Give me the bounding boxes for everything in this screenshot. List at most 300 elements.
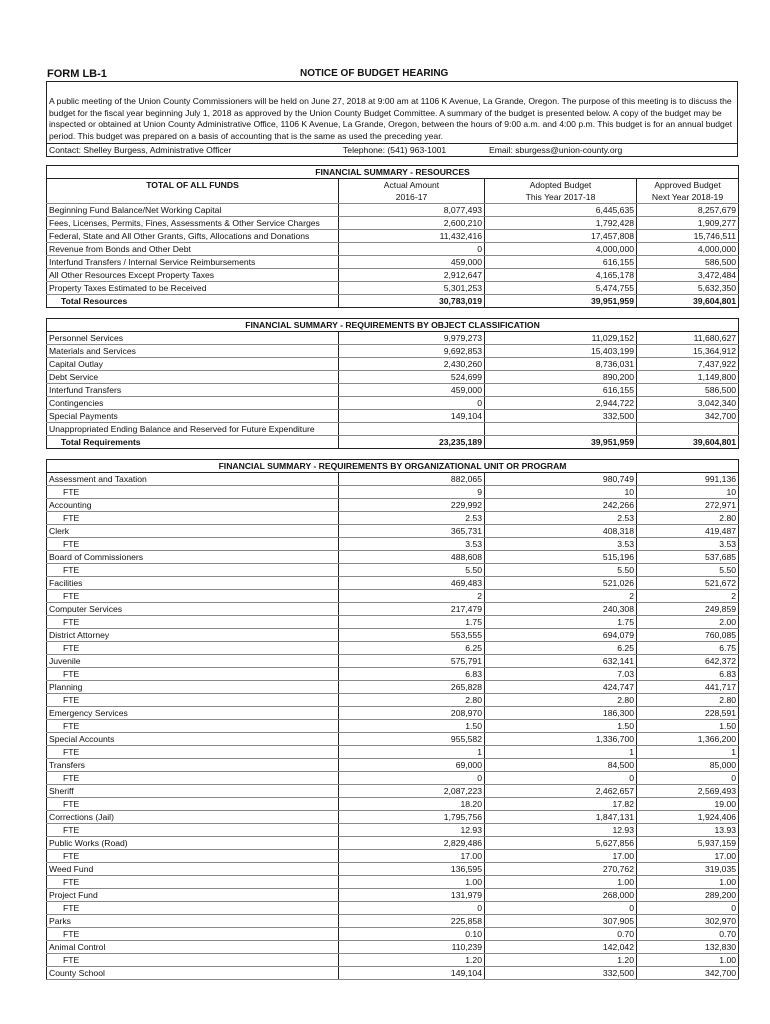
row-value: 208,970 (339, 707, 485, 720)
row-value: 524,699 (339, 371, 485, 384)
table-row (47, 928, 739, 941)
row-value: 1.00 (637, 876, 739, 889)
row-value: 2,944,722 (485, 397, 637, 410)
row-label: Interfund Transfers / Internal Service Reimbursements (47, 256, 339, 269)
row-label: Personnel Services (47, 332, 339, 345)
fte-label: FTE (47, 668, 339, 681)
row-value: 0.70 (485, 928, 637, 941)
fte-label: FTE (47, 538, 339, 551)
row-value: 2,087,223 (339, 785, 485, 798)
row-value: 0 (339, 772, 485, 785)
table-row (47, 915, 739, 928)
resources-col2-year: This Year 2017-18 (485, 191, 637, 204)
form-title: NOTICE OF BUDGET HEARING (300, 68, 449, 79)
total-value: 30,783,019 (339, 295, 485, 308)
fte-label: FTE (47, 720, 339, 733)
table-row (47, 954, 739, 967)
table-row (47, 345, 739, 358)
table-row (47, 655, 739, 668)
row-value: 289,200 (637, 889, 739, 902)
fte-label: FTE (47, 772, 339, 785)
row-value: 521,026 (485, 577, 637, 590)
row-value: 1.75 (485, 616, 637, 629)
row-label: Materials and Services (47, 345, 339, 358)
row-value: 17.00 (485, 850, 637, 863)
form-header (46, 68, 738, 82)
table-row (47, 230, 739, 243)
table-row (47, 551, 739, 564)
row-value: 3.53 (485, 538, 637, 551)
row-value: 1.50 (637, 720, 739, 733)
notice-paragraph: A public meeting of the Union County Commissioners will be held on June 27, 2018 at 9:00 am at 1106 K Avenue, La Grande, Oregon. The purpose of this meeting is to discuss the budget for the fiscal year beginning July 1, 2018 as approved by the Union County Budget Committee. A summary of the budget is presented below. A copy of the budget may be inspected or obtained at Union County Administrative Office, 1106 K Avenue, La Grande, Oregon, between the hours of 9:00 a.m. and 4:00 p.m. This budget is for an annual budget period. This budget was prepared on a basis of accounting that is the same as used the preceding year. (49, 96, 733, 141)
row-label: Debt Service (47, 371, 339, 384)
row-value: 11,680,627 (637, 332, 739, 345)
row-value: 3.53 (637, 538, 739, 551)
row-value: 4,000,000 (637, 243, 739, 256)
row-value: 575,791 (339, 655, 485, 668)
row-value: 228,591 (637, 707, 739, 720)
row-value: 515,196 (485, 551, 637, 564)
total-label: Total Resources (47, 295, 339, 308)
row-label: Sheriff (47, 785, 339, 798)
row-value: 6.25 (339, 642, 485, 655)
row-value: 1,847,131 (485, 811, 637, 824)
table-row (47, 243, 739, 256)
row-value: 11,432,416 (339, 230, 485, 243)
row-value: 17,457,808 (485, 230, 637, 243)
row-value: 110,239 (339, 941, 485, 954)
row-value: 240,308 (485, 603, 637, 616)
row-value: 408,318 (485, 525, 637, 538)
row-value: 3,472,484 (637, 269, 739, 282)
row-value: 459,000 (339, 384, 485, 397)
row-value: 69,000 (339, 759, 485, 772)
row-label: Transfers (47, 759, 339, 772)
row-value: 1.00 (339, 876, 485, 889)
table-row (47, 863, 739, 876)
row-value: 272,971 (637, 499, 739, 512)
row-value: 7.03 (485, 668, 637, 681)
row-value (485, 423, 637, 436)
row-value: 521,672 (637, 577, 739, 590)
row-label: Juvenile (47, 655, 339, 668)
row-value: 342,700 (637, 410, 739, 423)
table-row (47, 358, 739, 371)
row-value: 17.00 (637, 850, 739, 863)
row-value: 0 (339, 243, 485, 256)
table-row (47, 423, 739, 436)
table-row (47, 486, 739, 499)
row-value: 6.83 (637, 668, 739, 681)
row-value: 882,065 (339, 473, 485, 486)
resources-col1-year: 2016-17 (339, 191, 485, 204)
row-value: 19.00 (637, 798, 739, 811)
row-value: 265,828 (339, 681, 485, 694)
total-value: 39,951,959 (485, 436, 637, 449)
row-label: Special Accounts (47, 733, 339, 746)
fte-label: FTE (47, 850, 339, 863)
row-value: 616,155 (485, 256, 637, 269)
requirements-total-row (47, 436, 739, 449)
row-value: 1 (485, 746, 637, 759)
row-value: 955,582 (339, 733, 485, 746)
table-row (47, 577, 739, 590)
row-value: 1,149,800 (637, 371, 739, 384)
row-label: Property Taxes Estimated to be Received (47, 282, 339, 295)
row-value: 131,979 (339, 889, 485, 902)
row-value: 1.75 (339, 616, 485, 629)
row-value: 616,155 (485, 384, 637, 397)
row-value: 6,445,635 (485, 204, 637, 217)
row-value: 15,403,199 (485, 345, 637, 358)
row-value: 0 (485, 902, 637, 915)
row-value: 419,487 (637, 525, 739, 538)
row-value: 6.75 (637, 642, 739, 655)
row-value: 4,000,000 (485, 243, 637, 256)
row-value: 1.20 (485, 954, 637, 967)
fte-label: FTE (47, 928, 339, 941)
row-value: 132,830 (637, 941, 739, 954)
total-value: 39,951,959 (485, 295, 637, 308)
row-label: Revenue from Bonds and Other Debt (47, 243, 339, 256)
budget-form (46, 68, 738, 980)
table-row (47, 499, 739, 512)
fte-label: FTE (47, 876, 339, 889)
fte-label: FTE (47, 954, 339, 967)
row-label: District Attorney (47, 629, 339, 642)
table-row (47, 256, 739, 269)
row-value: 84,500 (485, 759, 637, 772)
table-row (47, 217, 739, 230)
row-value: 142,042 (485, 941, 637, 954)
row-value: 0 (637, 772, 739, 785)
row-label: Facilities (47, 577, 339, 590)
row-label: Computer Services (47, 603, 339, 616)
row-value: 0 (485, 772, 637, 785)
row-value: 1,909,277 (637, 217, 739, 230)
row-value: 5,301,253 (339, 282, 485, 295)
row-value: 2 (485, 590, 637, 603)
row-value: 5,627,856 (485, 837, 637, 850)
table-row (47, 590, 739, 603)
row-label: Clerk (47, 525, 339, 538)
row-value: 553,555 (339, 629, 485, 642)
notice-box (46, 82, 738, 157)
table-row (47, 720, 739, 733)
row-value: 441,717 (637, 681, 739, 694)
table-row (47, 204, 739, 217)
org-unit-title: FINANCIAL SUMMARY - REQUIREMENTS BY ORGANIZATIONAL UNIT OR PROGRAM (47, 460, 739, 473)
row-value: 424,747 (485, 681, 637, 694)
row-label: Animal Control (47, 941, 339, 954)
total-value: 39,604,801 (637, 295, 739, 308)
row-value: 760,085 (637, 629, 739, 642)
row-value: 149,104 (339, 410, 485, 423)
fte-label: FTE (47, 902, 339, 915)
table-row (47, 668, 739, 681)
row-value: 5,937,159 (637, 837, 739, 850)
row-value (637, 423, 739, 436)
row-value: 307,905 (485, 915, 637, 928)
table-row (47, 564, 739, 577)
row-value: 1,792,428 (485, 217, 637, 230)
row-label: Fees, Licenses, Permits, Fines, Assessments & Other Service Charges (47, 217, 339, 230)
row-value: 1.20 (339, 954, 485, 967)
table-row (47, 733, 739, 746)
row-value: 2.80 (637, 694, 739, 707)
fte-label: FTE (47, 746, 339, 759)
resources-col3-year: Next Year 2018-19 (637, 191, 739, 204)
row-value: 13.93 (637, 824, 739, 837)
total-label: Total Requirements (47, 436, 339, 449)
resources-col3-header: Approved Budget (654, 180, 721, 191)
row-label: Accounting (47, 499, 339, 512)
row-value: 642,372 (637, 655, 739, 668)
row-value: 2.00 (637, 616, 739, 629)
row-value: 5,474,755 (485, 282, 637, 295)
row-value: 586,500 (637, 256, 739, 269)
table-row (47, 889, 739, 902)
row-value: 0.70 (637, 928, 739, 941)
row-value: 217,479 (339, 603, 485, 616)
row-label: Emergency Services (47, 707, 339, 720)
row-value: 2,912,647 (339, 269, 485, 282)
row-label: Parks (47, 915, 339, 928)
row-value: 1 (339, 746, 485, 759)
resources-total-row (47, 295, 739, 308)
row-value: 1,924,406 (637, 811, 739, 824)
row-label: Weed Fund (47, 863, 339, 876)
table-row (47, 538, 739, 551)
row-value: 1,336,700 (485, 733, 637, 746)
org-unit-table (46, 459, 739, 980)
fte-label: FTE (47, 642, 339, 655)
table-row (47, 629, 739, 642)
row-label: Contingencies (47, 397, 339, 410)
row-label: Beginning Fund Balance/Net Working Capital (47, 204, 339, 217)
fte-label: FTE (47, 512, 339, 525)
resources-col2-header: Adopted Budget (485, 179, 637, 192)
row-value: 586,500 (637, 384, 739, 397)
row-value: 7,437,922 (637, 358, 739, 371)
total-value: 23,235,189 (339, 436, 485, 449)
table-row (47, 525, 739, 538)
total-value: 39,604,801 (637, 436, 739, 449)
row-value: 9,692,853 (339, 345, 485, 358)
fte-label: FTE (47, 564, 339, 577)
table-row (47, 616, 739, 629)
row-value: 18.20 (339, 798, 485, 811)
form-id: FORM LB-1 (47, 68, 107, 80)
row-value: 3.53 (339, 538, 485, 551)
row-value: 5,632,350 (637, 282, 739, 295)
table-row (47, 876, 739, 889)
row-label: All Other Resources Except Property Taxes (47, 269, 339, 282)
row-value: 0.10 (339, 928, 485, 941)
row-value: 8,257,679 (637, 204, 739, 217)
row-label: Interfund Transfers (47, 384, 339, 397)
row-value: 268,000 (485, 889, 637, 902)
row-value: 469,483 (339, 577, 485, 590)
row-value: 694,079 (485, 629, 637, 642)
row-value: 17.00 (339, 850, 485, 863)
row-label: Corrections (Jail) (47, 811, 339, 824)
table-row (47, 269, 739, 282)
table-row (47, 642, 739, 655)
row-value: 0 (339, 397, 485, 410)
resources-label-header: TOTAL OF ALL FUNDS (47, 179, 339, 192)
row-value: 10 (485, 486, 637, 499)
row-value: 229,992 (339, 499, 485, 512)
row-value: 980,749 (485, 473, 637, 486)
row-value: 2.53 (339, 512, 485, 525)
table-row (47, 967, 739, 980)
row-value: 4,165,178 (485, 269, 637, 282)
row-value: 2.80 (485, 694, 637, 707)
fte-label: FTE (47, 694, 339, 707)
row-value: 1.50 (485, 720, 637, 733)
row-value: 632,141 (485, 655, 637, 668)
row-label: Planning (47, 681, 339, 694)
row-value: 1.50 (339, 720, 485, 733)
row-value: 85,000 (637, 759, 739, 772)
table-row (47, 772, 739, 785)
fte-label: FTE (47, 798, 339, 811)
table-row (47, 282, 739, 295)
table-row (47, 707, 739, 720)
row-value: 1.00 (637, 954, 739, 967)
row-label: Special Payments (47, 410, 339, 423)
contact-email: Email: sburgess@union-county.org (489, 145, 623, 156)
row-value: 136,595 (339, 863, 485, 876)
row-value: 537,685 (637, 551, 739, 564)
row-value: 270,762 (485, 863, 637, 876)
table-row (47, 384, 739, 397)
row-label: Public Works (Road) (47, 837, 339, 850)
resources-col1-header: Actual Amount (339, 179, 485, 192)
row-value: 5.50 (485, 564, 637, 577)
row-value: 17.82 (485, 798, 637, 811)
requirements-table (46, 318, 739, 449)
fte-label: FTE (47, 824, 339, 837)
table-row (47, 941, 739, 954)
table-row (47, 759, 739, 772)
table-row (47, 694, 739, 707)
row-value: 1,795,756 (339, 811, 485, 824)
row-label: Assessment and Taxation (47, 473, 339, 486)
row-value: 2,569,493 (637, 785, 739, 798)
table-row (47, 811, 739, 824)
row-value: 2.80 (637, 512, 739, 525)
row-value: 2,462,657 (485, 785, 637, 798)
row-value: 991,136 (637, 473, 739, 486)
row-label: Project Fund (47, 889, 339, 902)
row-value: 2,600,210 (339, 217, 485, 230)
row-value: 2.53 (485, 512, 637, 525)
table-row (47, 850, 739, 863)
row-value: 0 (637, 902, 739, 915)
row-value: 1.00 (485, 876, 637, 889)
table-row (47, 473, 739, 486)
row-value: 15,364,912 (637, 345, 739, 358)
row-value: 2 (637, 590, 739, 603)
row-value: 6.25 (485, 642, 637, 655)
row-value: 186,300 (485, 707, 637, 720)
row-label: Capital Outlay (47, 358, 339, 371)
table-row (47, 681, 739, 694)
table-row (47, 512, 739, 525)
row-value: 12.93 (485, 824, 637, 837)
contact-name: Contact: Shelley Burgess, Administrative Officer (49, 145, 232, 156)
row-value: 249,859 (637, 603, 739, 616)
row-value: 459,000 (339, 256, 485, 269)
table-row (47, 798, 739, 811)
fte-label: FTE (47, 616, 339, 629)
row-value: 149,104 (339, 967, 485, 980)
row-label: Federal, State and All Other Grants, Gifts, Allocations and Donations (47, 230, 339, 243)
table-row (47, 371, 739, 384)
fte-label: FTE (47, 486, 339, 499)
row-value: 5.50 (637, 564, 739, 577)
contact-line (47, 143, 737, 156)
row-value: 9 (339, 486, 485, 499)
row-value: 9,979,273 (339, 332, 485, 345)
row-value: 2 (339, 590, 485, 603)
contact-telephone: Telephone: (541) 963-1001 (343, 145, 447, 156)
fte-label: FTE (47, 590, 339, 603)
row-value: 2,829,486 (339, 837, 485, 850)
row-value: 5.50 (339, 564, 485, 577)
table-row (47, 603, 739, 616)
table-row (47, 410, 739, 423)
row-value: 15,746,511 (637, 230, 739, 243)
table-row (47, 824, 739, 837)
table-row (47, 902, 739, 915)
row-value: 1,366,200 (637, 733, 739, 746)
row-value: 302,970 (637, 915, 739, 928)
requirements-title: FINANCIAL SUMMARY - REQUIREMENTS BY OBJECT CLASSIFICATION (47, 319, 739, 332)
row-value: 8,077,493 (339, 204, 485, 217)
table-row (47, 397, 739, 410)
row-value: 332,500 (485, 410, 637, 423)
row-value: 0 (339, 902, 485, 915)
resources-table (46, 165, 739, 308)
row-label: Board of Commissioners (47, 551, 339, 564)
row-value: 1 (637, 746, 739, 759)
row-value: 332,500 (485, 967, 637, 980)
row-value: 225,858 (339, 915, 485, 928)
row-value: 8,736,031 (485, 358, 637, 371)
row-label: County School (47, 967, 339, 980)
row-value: 890,200 (485, 371, 637, 384)
row-value: 342,700 (637, 967, 739, 980)
row-value: 319,035 (637, 863, 739, 876)
table-row (47, 332, 739, 345)
row-value: 365,731 (339, 525, 485, 538)
row-value: 12.93 (339, 824, 485, 837)
row-value: 2.80 (339, 694, 485, 707)
row-value: 6.83 (339, 668, 485, 681)
table-row (47, 837, 739, 850)
row-value: 2,430,260 (339, 358, 485, 371)
row-value: 11,029,152 (485, 332, 637, 345)
table-row (47, 746, 739, 759)
row-value: 10 (637, 486, 739, 499)
row-value: 488,608 (339, 551, 485, 564)
row-label: Unappropriated Ending Balance and Reserved for Future Expenditure (47, 423, 339, 436)
row-value: 242,266 (485, 499, 637, 512)
row-value (339, 423, 485, 436)
